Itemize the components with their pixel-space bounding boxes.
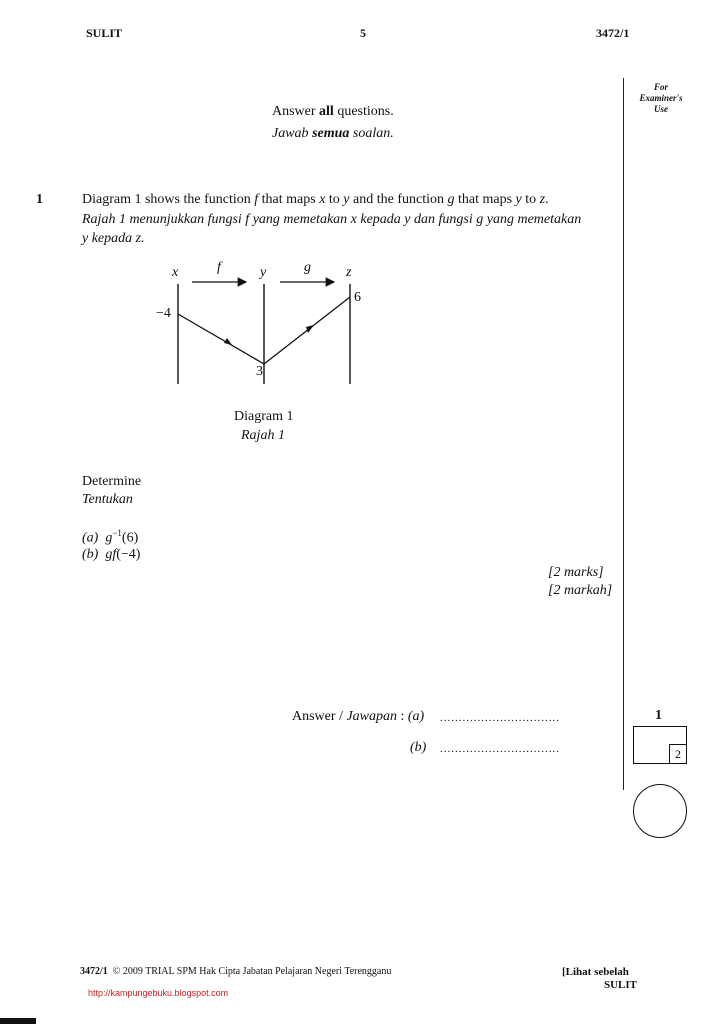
examiner-line-3: Use	[654, 104, 668, 114]
header-sulit: SULIT	[86, 26, 123, 40]
arrow-diagram	[140, 262, 390, 392]
answer-label: Answer / Jawapan : (a)	[292, 709, 425, 724]
paper-code: 3472/1	[596, 26, 630, 40]
page-number: 5	[360, 26, 366, 40]
value-x: −4	[156, 306, 171, 321]
value-y: 3	[256, 364, 263, 379]
label-y: y	[260, 265, 267, 280]
examiner-use-label	[625, 82, 697, 115]
mapping-f-arrowhead	[224, 338, 232, 345]
answer-b-label: (b)	[410, 740, 427, 755]
question-text-ms-2: y kepada z.	[82, 231, 145, 246]
label-z: z	[346, 265, 352, 280]
examiner-line-1: For	[653, 82, 668, 92]
label-f: f	[217, 260, 221, 275]
score-box-inner: 2	[669, 744, 686, 763]
marks-ms: [2 markah]	[548, 583, 613, 598]
score-circle[interactable]	[633, 784, 687, 838]
footer-next-page: [Lihat sebelah	[562, 966, 629, 978]
footer-link[interactable]: http://kampungebuku.blogspot.com	[88, 988, 229, 998]
part-b: (b) gf(−4)	[82, 547, 141, 562]
question-text-ms-1: Rajah 1 menunjukkan fungsi f yang memetakan x kepada y dan fungsi g yang memetakan	[82, 212, 582, 227]
label-x: x	[172, 265, 179, 280]
diagram-caption-ms: Rajah 1	[241, 428, 285, 443]
footer-copyright: 3472/1 © 2009 TRIAL SPM Hak Cipta Jabatan Pelajaran Negeri Terengganu	[80, 966, 392, 977]
part-a: (a) $g^{-1}(6)$	[82, 528, 139, 546]
margin-divider	[623, 78, 624, 790]
mapping-g-line	[264, 297, 350, 364]
mapping-g-arrowhead	[306, 325, 314, 333]
score-total: 1	[655, 708, 662, 723]
instruction-en: Answer all questions.	[272, 104, 394, 119]
question-text-en: Diagram 1 shows the function f that maps x to y and the function g that maps y to z.	[82, 192, 549, 207]
examiner-line-2: Examiner's	[639, 93, 683, 103]
determine-en: Determine	[82, 474, 142, 489]
question-number: 1	[36, 192, 43, 207]
determine-ms: Tentukan	[82, 492, 133, 507]
answer-b-field[interactable]: ................................	[440, 743, 560, 755]
footer-sulit: SULIT	[604, 979, 638, 991]
marks-en: [2 marks]	[548, 565, 604, 580]
answer-a-field[interactable]: ................................	[440, 712, 560, 724]
mapping-f-line	[178, 314, 264, 364]
diagram-caption-en: Diagram 1	[234, 409, 294, 424]
instruction-ms: Jawab semua soalan.	[272, 126, 394, 141]
label-g: g	[304, 260, 311, 275]
scan-mark	[0, 1018, 36, 1024]
value-z: 6	[354, 290, 361, 305]
